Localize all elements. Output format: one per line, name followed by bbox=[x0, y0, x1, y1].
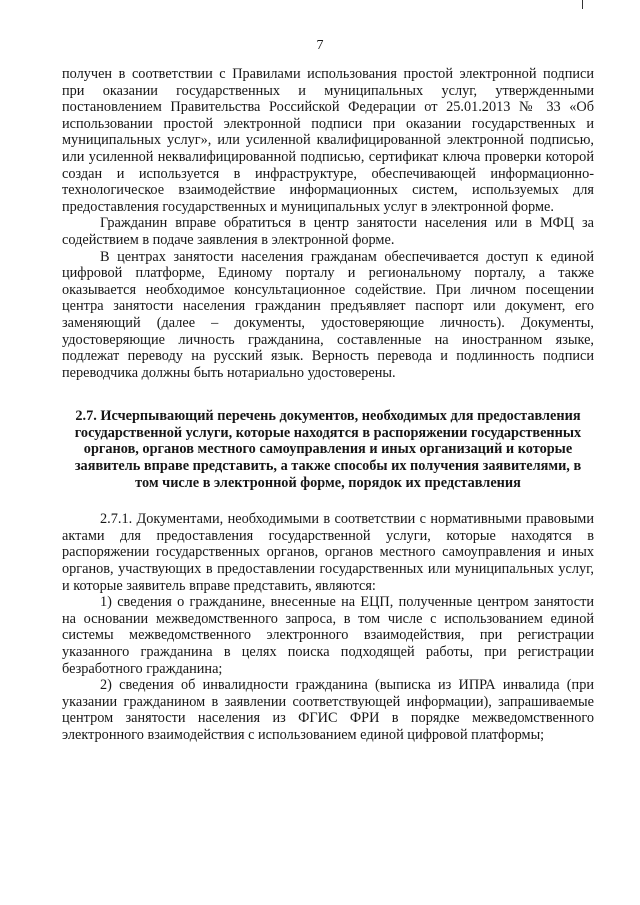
list-item-2: 2) сведения об инвалидности гражданина (выписка из ИПРА инвалида (при указании гражданином в заявлении соответствующей информации), запрашиваемые центром занятости населения из ФГИС ФРИ в порядке межведомственного электронного взаимодействия с использованием единой цифровой платформы; bbox=[62, 677, 594, 743]
paragraph-applicant-right: Гражданин вправе обратиться в центр занятости населения или в МФЦ за содействием в подаче заявления в электронной форме. bbox=[62, 215, 594, 248]
document-body bbox=[62, 66, 594, 744]
scan-edge-mark bbox=[582, 0, 583, 9]
list-item-1: 1) сведения о гражданине, внесенные на ЕЦП, полученные центром занятости на основании межведомственного запроса, в том числе с использованием единой системы межведомственного электронного взаимодействия, при регистрации указанного гражданина в целях поиска подходящей работы, при регистрации безработного гражданина; bbox=[62, 594, 594, 677]
paragraph-electronic-signature: получен в соответствии с Правилами использования простой электронной подписи при оказании государственных и муниципальных услуг, утвержденными постановлением Правительства Российской Федерации от 25.01.2013 № 33 «Об использовании простой электронной подписи при оказании государственных и муниципальных услуг», или усиленной квалифицированной электронной подписью, или усиленной неквалифицированной подписью, сертификат ключа проверки которой создан и используется в инфраструктуре, обеспечивающей информационно-технологическое взаимодействие информационных систем, используемых для предоставления государственных и муниципальных услуг в электронной форме. bbox=[62, 66, 594, 215]
paragraph-employment-centers: В центрах занятости населения гражданам обеспечивается доступ к единой цифровой платформе, Единому порталу и региональному порталу, а также оказывается необходимое консультационное содействие. При личном посещении центра занятости населения гражданин предъявляет паспорт или документ, его заменяющий (далее – документы, удостоверяющие личность). Документы, удостоверяющие личность гражданина, составленные на иностранном языке, подлежат переводу на русский язык. Верность перевода и подлинность подписи переводчика должны быть нотариально удостоверены. bbox=[62, 248, 594, 381]
paragraph-2-7-1: 2.7.1. Документами, необходимыми в соответствии с нормативными правовыми актами для предоставления государственной услуги, которые находятся в распоряжении государственных органов, органов местного самоуправления и иных органов, участвующих в предоставлении государственных или муниципальных услуг, и которые заявитель вправе представить, являются: bbox=[62, 511, 594, 594]
section-heading-2-7: 2.7. Исчерпывающий перечень документов, необходимых для предоставления государственной услуги, которые находятся в распоряжении государственных органов, органов местного самоуправления и иных организаций и которые заявитель вправе представить, а также способы их получения заявителями, в том числе в электронной форме, порядок их представления bbox=[74, 408, 582, 491]
page-number: 7 bbox=[316, 38, 324, 53]
